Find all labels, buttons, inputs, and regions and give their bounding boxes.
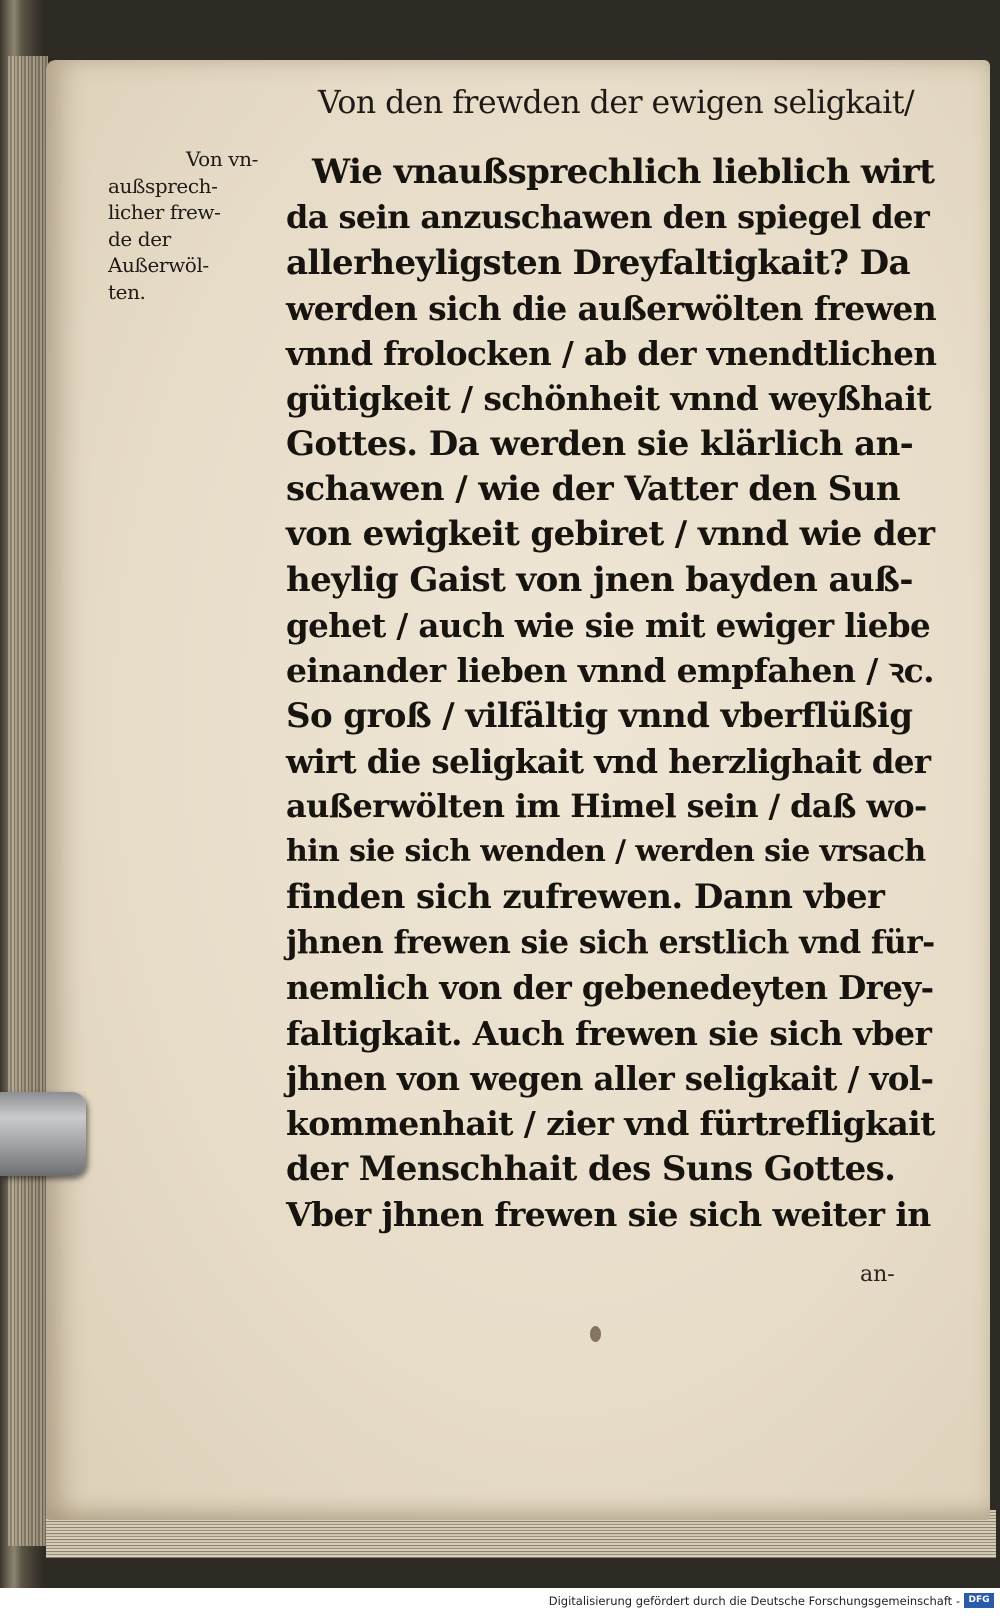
- catchword: an-: [860, 1262, 895, 1287]
- text-line: von ewigkeit gebiret / vnnd wie der: [286, 514, 935, 555]
- text-line: gehet / auch wie sie mit ewiger liebe: [286, 605, 931, 645]
- text-line: allerheyligsten Dreyfaltigkait? Da: [286, 242, 910, 283]
- text-line: werden sich die außerwölten frewen: [286, 288, 937, 328]
- marginal-line: de der: [108, 226, 171, 251]
- text-line: gütigkeit / schönheit vnnd weyßhait: [286, 379, 932, 419]
- text-line: Vber jhnen frewen sie sich weiter in: [286, 1194, 931, 1234]
- marginal-line: licher frew-: [108, 200, 221, 224]
- text-line: schawen / wie der Vatter den Sun: [286, 469, 900, 510]
- footer-bar: [0, 1588, 1000, 1620]
- funding-credit: Digitalisierung gefördert durch die Deutsche Forschungsgemeinschaft -: [548, 1594, 960, 1608]
- text-line: Wie vnaußsprechlich lieblich wirt: [312, 152, 935, 192]
- ink-smudge: [590, 1326, 601, 1342]
- page-edges-left: [8, 56, 48, 1546]
- text-line: hin sie sich wenden / werden sie vrsach: [286, 834, 926, 870]
- marginal-line: Von vn-: [185, 147, 258, 171]
- text-line: kommenhait / zier vnd fürtrefligkait: [286, 1104, 935, 1144]
- text-line: wirt die seligkait vnd herzlighait der: [286, 741, 931, 781]
- text-line: einander lieben vnnd empfahen / ꝛc.: [286, 651, 934, 691]
- marginal-line: ten.: [108, 279, 146, 304]
- page-clip: [0, 1092, 86, 1176]
- text-line: nemlich von der gebenedeyten Drey-: [286, 968, 934, 1008]
- text-line: Gottes. Da werden sie klärlich an-: [286, 423, 914, 464]
- text-line: faltigkait. Auch frewen sie sich vber: [286, 1013, 932, 1053]
- text-line: vnnd frolocken / ab der vnendtlichen: [286, 334, 937, 374]
- text-line: jhnen von wegen aller seligkait / vol-: [286, 1058, 934, 1098]
- text-line: So groß / vilfältig vnnd vberflüßig: [286, 695, 913, 736]
- running-header: Von den frewden der ewigen seligkait/: [318, 85, 915, 121]
- text-line: jhnen frewen sie sich erstlich vnd für-: [286, 924, 935, 962]
- text-line: außerwölten im Himel sein / daß wo-: [286, 787, 927, 826]
- body-text: [286, 150, 936, 1237]
- text-line: der Menschhait des Suns Gottes.: [286, 1148, 896, 1189]
- dfg-logo: DFG: [964, 1593, 994, 1608]
- show-through-marks: [120, 618, 200, 675]
- marginal-line: Außerwöl-: [108, 253, 209, 277]
- marginal-note: [108, 146, 268, 305]
- text-line: da sein anzuschawen den spiegel der: [286, 198, 930, 237]
- marginal-line: außsprech-: [108, 173, 218, 198]
- text-line: heylig Gaist von jnen bayden auß-: [286, 559, 913, 600]
- text-line: finden sich zufrewen. Dann vber: [286, 876, 885, 917]
